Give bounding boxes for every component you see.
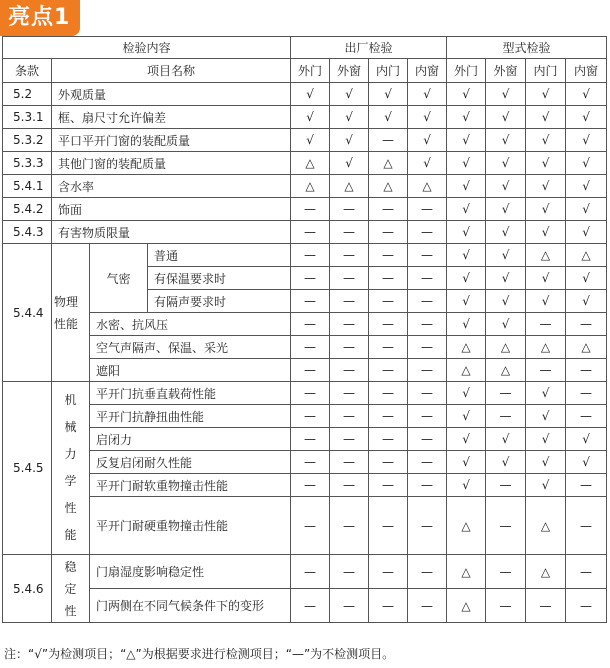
mark-cell: — [408, 313, 447, 336]
factory-test-header: 出厂检验 [291, 37, 447, 59]
mark-cell: √ [447, 221, 486, 244]
clause-cell: 5.4.1 [3, 175, 52, 198]
mark-cell: — [566, 359, 607, 382]
mark-cell: — [291, 589, 330, 623]
mark-cell: — [408, 474, 447, 497]
mark-cell: △ [291, 152, 330, 175]
table-row [3, 198, 607, 221]
col-header: 内门 [526, 59, 566, 83]
mark-cell: √ [526, 451, 566, 474]
mark-cell: √ [566, 106, 607, 129]
mark-cell: — [408, 198, 447, 221]
mark-cell: √ [526, 382, 566, 405]
mark-cell: √ [369, 83, 408, 106]
mark-cell: △ [486, 359, 526, 382]
subgroup-label: 气密 [90, 244, 148, 313]
mark-cell: — [486, 497, 526, 555]
mark-cell: — [369, 382, 408, 405]
mark-cell: — [291, 555, 330, 589]
mark-cell: √ [447, 83, 486, 106]
mark-cell: — [330, 198, 369, 221]
mark-cell: — [526, 589, 566, 623]
mark-cell: √ [526, 290, 566, 313]
mark-cell: — [291, 244, 330, 267]
mark-cell: — [330, 428, 369, 451]
mark-cell: — [369, 267, 408, 290]
item-name-cell: 其他门窗的装配质量 [52, 152, 291, 175]
col-header: 外门 [447, 59, 486, 83]
mark-cell: — [330, 589, 369, 623]
section-badge: 亮点1 [0, 0, 80, 36]
item-name-cell: 平开门耐软重物撞击性能 [90, 474, 291, 497]
mark-cell: √ [447, 152, 486, 175]
mark-cell: √ [330, 83, 369, 106]
mark-cell: — [291, 497, 330, 555]
item-name-cell: 饰面 [52, 198, 291, 221]
mark-cell: √ [566, 152, 607, 175]
mark-cell: √ [291, 106, 330, 129]
item-name-cell: 含水率 [52, 175, 291, 198]
item-name-cell: 平开门抗垂直载荷性能 [90, 382, 291, 405]
mark-cell: △ [408, 175, 447, 198]
mark-cell: √ [447, 267, 486, 290]
item-name-cell: 门扇湿度影响稳定性 [90, 555, 291, 589]
mark-cell: √ [486, 313, 526, 336]
mark-cell: √ [566, 428, 607, 451]
mark-cell: — [330, 497, 369, 555]
mark-cell: — [566, 405, 607, 428]
mark-cell: √ [486, 198, 526, 221]
item-name-cell: 平开门抗静扭曲性能 [90, 405, 291, 428]
mark-cell: √ [526, 129, 566, 152]
mark-cell: △ [447, 555, 486, 589]
mark-cell: — [486, 555, 526, 589]
mark-cell: △ [486, 336, 526, 359]
mark-cell: √ [369, 106, 408, 129]
type-test-header: 型式检验 [447, 37, 607, 59]
mark-cell: — [369, 428, 408, 451]
mark-cell: — [566, 589, 607, 623]
mark-cell: — [408, 555, 447, 589]
mark-cell: — [408, 428, 447, 451]
col-header: 内门 [369, 59, 408, 83]
mark-cell: √ [566, 451, 607, 474]
mark-cell: √ [330, 152, 369, 175]
group-label: 机 械 力 学 性 能 [52, 382, 90, 555]
mark-cell: — [566, 555, 607, 589]
mark-cell: √ [447, 405, 486, 428]
mark-cell: △ [369, 152, 408, 175]
mark-cell: √ [486, 83, 526, 106]
mark-cell: √ [447, 129, 486, 152]
col-header: 内窗 [408, 59, 447, 83]
mark-cell: √ [486, 428, 526, 451]
clause-cell: 5.4.6 [3, 555, 52, 623]
mark-cell: √ [566, 290, 607, 313]
mark-cell: — [291, 474, 330, 497]
mark-cell: — [330, 221, 369, 244]
item-name-cell: 有隔声要求时 [148, 290, 291, 313]
clause-cell: 5.3.3 [3, 152, 52, 175]
mark-cell: — [369, 336, 408, 359]
mark-cell: — [408, 290, 447, 313]
mark-cell: √ [408, 106, 447, 129]
mark-cell: √ [526, 405, 566, 428]
clause-cell: 5.4.5 [3, 382, 52, 555]
mark-cell: √ [447, 313, 486, 336]
mark-cell: — [369, 244, 408, 267]
table-row [3, 313, 607, 336]
table-row [3, 382, 607, 405]
clause-cell: 5.2 [3, 83, 52, 106]
inspection-content-header: 检验内容 [3, 37, 291, 59]
mark-cell: √ [447, 451, 486, 474]
table-row [3, 244, 607, 267]
table-row [3, 405, 607, 428]
mark-cell: — [369, 198, 408, 221]
mark-cell: √ [486, 106, 526, 129]
mark-cell: △ [447, 336, 486, 359]
item-name-cell: 门两侧在不同气候条件下的变形 [90, 589, 291, 623]
mark-cell: √ [486, 244, 526, 267]
mark-cell: — [408, 451, 447, 474]
mark-cell: — [291, 290, 330, 313]
mark-cell: — [566, 497, 607, 555]
mark-cell: — [369, 359, 408, 382]
mark-cell: — [291, 428, 330, 451]
mark-cell: — [486, 589, 526, 623]
mark-cell: △ [291, 175, 330, 198]
col-header: 外窗 [330, 59, 369, 83]
mark-cell: √ [447, 244, 486, 267]
mark-cell: √ [486, 221, 526, 244]
mark-cell: √ [486, 451, 526, 474]
mark-cell: △ [369, 175, 408, 198]
mark-cell: √ [330, 129, 369, 152]
mark-cell: — [369, 497, 408, 555]
mark-cell: √ [526, 267, 566, 290]
mark-cell: √ [408, 83, 447, 106]
mark-cell: √ [566, 267, 607, 290]
item-name-cell: 有保温要求时 [148, 267, 291, 290]
mark-cell: — [291, 221, 330, 244]
mark-cell: √ [447, 428, 486, 451]
mark-cell: √ [447, 106, 486, 129]
mark-cell: — [291, 267, 330, 290]
mark-cell: — [408, 382, 447, 405]
table-row [3, 129, 607, 152]
item-name-cell: 框、扇尺寸允许偏差 [52, 106, 291, 129]
mark-cell: √ [408, 129, 447, 152]
col-header: 内窗 [566, 59, 607, 83]
mark-cell: √ [408, 152, 447, 175]
item-name-cell: 空气声隔声、保温、采光 [90, 336, 291, 359]
clause-cell: 5.4.4 [3, 244, 52, 382]
mark-cell: √ [291, 83, 330, 106]
mark-cell: △ [526, 555, 566, 589]
item-name-cell: 启闭力 [90, 428, 291, 451]
mark-cell: — [330, 359, 369, 382]
table-row [3, 336, 607, 359]
mark-cell: — [408, 589, 447, 623]
mark-cell: √ [486, 129, 526, 152]
mark-cell: √ [486, 175, 526, 198]
mark-cell: √ [447, 474, 486, 497]
group-label: 物理性能 [52, 244, 90, 382]
clause-cell: 5.4.2 [3, 198, 52, 221]
mark-cell: — [291, 313, 330, 336]
clause-cell: 5.3.1 [3, 106, 52, 129]
mark-cell: √ [447, 175, 486, 198]
mark-cell: △ [447, 497, 486, 555]
mark-cell: — [330, 313, 369, 336]
mark-cell: — [408, 221, 447, 244]
item-name-header: 项目名称 [52, 59, 291, 83]
mark-cell: — [369, 589, 408, 623]
table-row [3, 589, 607, 623]
mark-cell: — [408, 336, 447, 359]
mark-cell: △ [526, 497, 566, 555]
mark-cell: — [369, 313, 408, 336]
item-name-cell: 有害物质限量 [52, 221, 291, 244]
mark-cell: — [330, 451, 369, 474]
mark-cell: √ [526, 152, 566, 175]
mark-cell: — [566, 474, 607, 497]
mark-cell: √ [447, 198, 486, 221]
mark-cell: — [369, 474, 408, 497]
item-name-cell: 平口平开门窗的装配质量 [52, 129, 291, 152]
mark-cell: — [330, 244, 369, 267]
mark-cell: √ [486, 152, 526, 175]
item-name-cell: 反复启闭耐久性能 [90, 451, 291, 474]
mark-cell: √ [566, 83, 607, 106]
mark-cell: — [291, 198, 330, 221]
mark-cell: — [486, 474, 526, 497]
item-name-cell: 水密、抗风压 [90, 313, 291, 336]
mark-cell: — [526, 313, 566, 336]
mark-cell: — [486, 405, 526, 428]
mark-cell: — [369, 555, 408, 589]
clause-cell: 5.3.2 [3, 129, 52, 152]
mark-cell: √ [526, 198, 566, 221]
mark-cell: — [408, 267, 447, 290]
table-row [3, 152, 607, 175]
mark-cell: √ [526, 175, 566, 198]
mark-cell: — [408, 359, 447, 382]
mark-cell: √ [566, 175, 607, 198]
mark-cell: √ [486, 267, 526, 290]
footnote: 注：“√”为检测项目；“△”为根据要求进行检测项目；“—”为不检测项目。 [4, 647, 395, 661]
mark-cell: — [291, 382, 330, 405]
mark-cell: √ [526, 428, 566, 451]
mark-cell: √ [566, 198, 607, 221]
mark-cell: √ [330, 106, 369, 129]
mark-cell: △ [526, 336, 566, 359]
mark-cell: — [291, 405, 330, 428]
table-row [3, 428, 607, 451]
mark-cell: — [369, 221, 408, 244]
table-row [3, 221, 607, 244]
mark-cell: √ [526, 106, 566, 129]
mark-cell: — [408, 405, 447, 428]
header-row-1 [3, 37, 607, 59]
table-row [3, 474, 607, 497]
mark-cell: — [526, 359, 566, 382]
table-row [3, 175, 607, 198]
mark-cell: √ [447, 382, 486, 405]
mark-cell: — [369, 405, 408, 428]
item-name-cell: 普通 [148, 244, 291, 267]
clause-cell: 5.4.3 [3, 221, 52, 244]
mark-cell: — [330, 267, 369, 290]
col-header: 外窗 [486, 59, 526, 83]
item-name-cell: 遮阳 [90, 359, 291, 382]
mark-cell: — [566, 382, 607, 405]
mark-cell: △ [447, 589, 486, 623]
mark-cell: √ [526, 221, 566, 244]
table-row [3, 106, 607, 129]
mark-cell: — [291, 336, 330, 359]
table-row [3, 359, 607, 382]
clause-header: 条款 [3, 59, 52, 83]
mark-cell: △ [526, 244, 566, 267]
mark-cell: △ [566, 336, 607, 359]
group-label: 稳 定 性 [52, 555, 90, 623]
item-name-cell: 平开门耐硬重物撞击性能 [90, 497, 291, 555]
mark-cell: √ [566, 129, 607, 152]
mark-cell: √ [566, 221, 607, 244]
mark-cell: √ [291, 129, 330, 152]
table-row [3, 555, 607, 589]
mark-cell: — [330, 405, 369, 428]
mark-cell: — [330, 290, 369, 313]
header-row-2 [3, 59, 607, 83]
mark-cell: — [291, 359, 330, 382]
table-row [3, 497, 607, 555]
mark-cell: — [566, 313, 607, 336]
item-name-cell: 外观质量 [52, 83, 291, 106]
table-row [3, 83, 607, 106]
mark-cell: √ [447, 290, 486, 313]
mark-cell: — [330, 382, 369, 405]
mark-cell: △ [566, 244, 607, 267]
mark-cell: — [369, 451, 408, 474]
mark-cell: — [330, 336, 369, 359]
mark-cell: √ [526, 474, 566, 497]
inspection-table [2, 36, 607, 623]
mark-cell: — [369, 129, 408, 152]
mark-cell: — [486, 382, 526, 405]
mark-cell: — [330, 555, 369, 589]
mark-cell: √ [526, 83, 566, 106]
mark-cell: △ [447, 359, 486, 382]
mark-cell: — [369, 290, 408, 313]
mark-cell: — [408, 244, 447, 267]
mark-cell: △ [330, 175, 369, 198]
mark-cell: √ [486, 290, 526, 313]
mark-cell: — [330, 474, 369, 497]
mark-cell: — [408, 497, 447, 555]
col-header: 外门 [291, 59, 330, 83]
mark-cell: — [291, 451, 330, 474]
table-row [3, 451, 607, 474]
